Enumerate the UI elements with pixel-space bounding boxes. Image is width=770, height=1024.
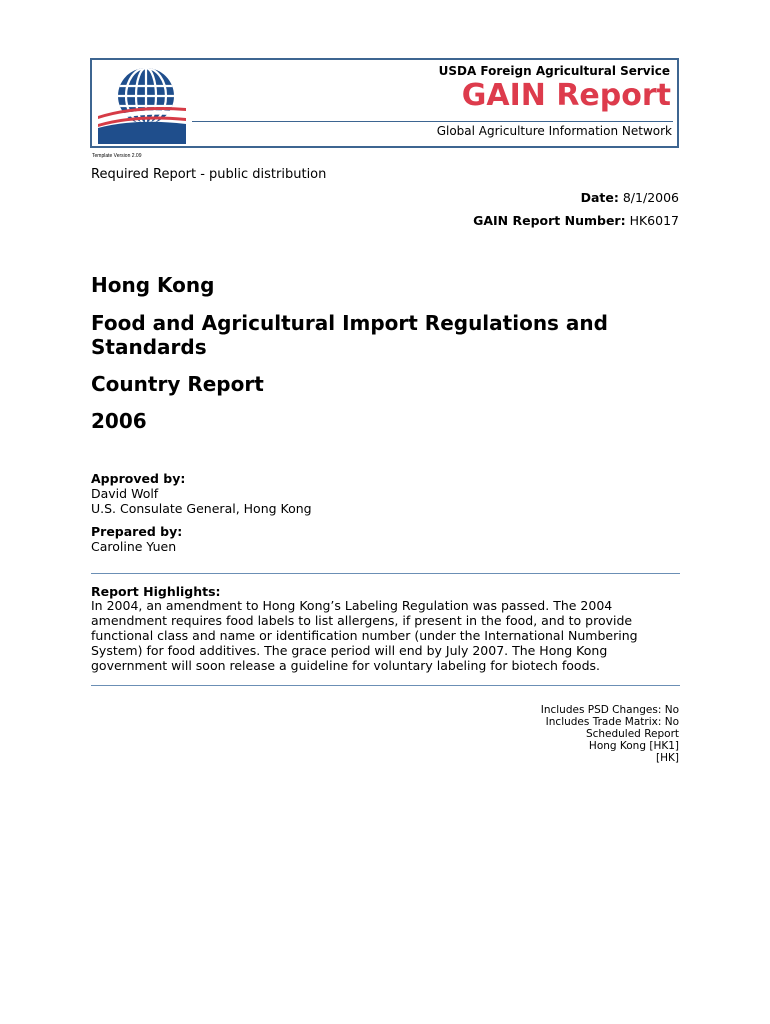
- agency-name: USDA Foreign Agricultural Service: [438, 64, 670, 78]
- region-code: Hong Kong [HK1]: [588, 740, 679, 752]
- report-number-value: HK6017: [629, 213, 679, 228]
- approved-by-label: Approved by:: [91, 471, 186, 486]
- report-header: [90, 58, 679, 148]
- report-date: [581, 190, 679, 205]
- gain-report-title: GAIN Report: [461, 78, 671, 113]
- scheduled-report: Scheduled Report: [585, 728, 679, 740]
- approved-by-org: U.S. Consulate General, Hong Kong: [91, 501, 312, 516]
- report-year: 2006: [91, 409, 147, 433]
- report-attributes: [541, 704, 679, 764]
- distribution-note: Required Report - public distribution: [91, 167, 327, 182]
- header-divider: [192, 121, 673, 122]
- usda-globe-logo-icon: [96, 66, 188, 144]
- highlights-label: Report Highlights:: [91, 584, 221, 599]
- prepared-by-label: Prepared by:: [91, 524, 183, 539]
- report-number: [473, 213, 679, 228]
- highlights-text: In 2004, an amendment to Hong Kong’s Labeling Regulation was passed. The 2004 amendment requires food labels to list allergens, if present in the food, and to provide functional class and name or identification number (under the International Numbering System) for food additives. The grace period will end by July 2007. The Hong Kong government will soon release a guideline for voluntary labeling for biotech foods.: [91, 598, 638, 673]
- report-subtitle: Country Report: [91, 372, 264, 396]
- report-title: Food and Agricultural Import Regulations and Standards: [91, 311, 608, 359]
- approved-by-name: David Wolf: [91, 486, 159, 501]
- date-label: Date:: [580, 190, 619, 205]
- trade-matrix: Includes Trade Matrix: No: [545, 716, 679, 728]
- country-heading: Hong Kong: [91, 273, 215, 297]
- network-name: Global Agriculture Information Network: [436, 124, 672, 138]
- date-value: 8/1/2006: [622, 190, 679, 205]
- section-divider-bottom: [91, 685, 680, 686]
- section-divider-top: [91, 573, 680, 574]
- country-code: [HK]: [656, 752, 679, 764]
- psd-changes: Includes PSD Changes: No: [540, 704, 679, 716]
- prepared-by-name: Caroline Yuen: [91, 539, 177, 554]
- report-number-label: GAIN Report Number:: [473, 213, 626, 228]
- template-version: Template Version 2.09: [92, 153, 142, 159]
